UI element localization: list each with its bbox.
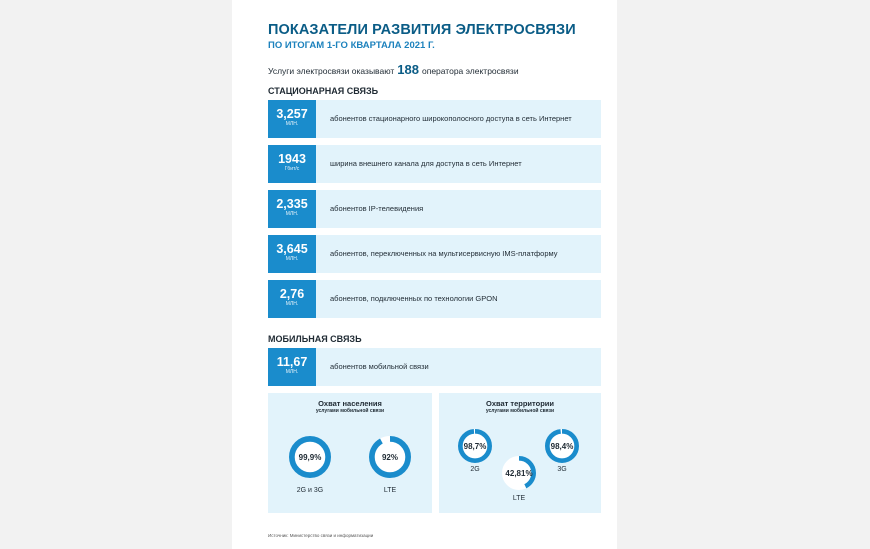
coverage-ring	[544, 428, 580, 464]
stat-description: ширина внешнего канала для доступа в сеть Интернет	[330, 159, 522, 168]
stat-unit: МЛН.	[285, 121, 299, 127]
page-subtitle: ПО ИТОГАМ 1-ГО КВАРТАЛА 2021 Г.	[268, 40, 435, 51]
fixed-stat-row	[268, 280, 601, 318]
stat-value: 11,67	[276, 355, 308, 369]
panel-title: Охват населения	[318, 399, 382, 408]
stat-description: абонентов, переключенных на мультисервисную IMS-платформу	[330, 249, 558, 258]
stat-badge	[268, 190, 316, 228]
coverage-ring	[368, 435, 412, 479]
stat-value: 1943	[278, 152, 306, 166]
coverage-ring	[457, 428, 493, 464]
ring-label: LTE	[512, 495, 526, 502]
fixed-stat-row	[268, 145, 601, 183]
territory-coverage-panel	[439, 393, 601, 513]
mobile-stat-row	[268, 348, 601, 386]
panel-subtitle: услугами мобильной связи	[315, 408, 385, 414]
fixed-stat-row	[268, 100, 601, 138]
stat-unit: МЛН.	[285, 369, 299, 375]
population-coverage-panel	[268, 393, 432, 513]
ring-value: 99,9%	[298, 452, 322, 462]
fixed-stat-row	[268, 235, 601, 273]
fixed-section-heading: СТАЦИОНАРНАЯ СВЯЗЬ	[268, 86, 379, 96]
panel-title: Охват территории	[485, 399, 555, 408]
coverage-ring	[501, 455, 537, 491]
stat-description: абонентов стационарного широкополосного доступа в сеть Интернет	[330, 114, 572, 123]
stat-unit: МЛН.	[285, 301, 299, 307]
stat-badge	[268, 280, 316, 318]
coverage-ring	[288, 435, 332, 479]
stat-unit: Гбит/с	[284, 166, 300, 172]
stat-value: 3,645	[276, 242, 308, 256]
operators-summary	[268, 62, 519, 77]
stat-badge	[268, 235, 316, 273]
stat-badge	[268, 145, 316, 183]
operators-count: 188	[397, 62, 419, 77]
summary-suffix: оператора электросвязи	[421, 66, 519, 76]
mobile-section-heading: МОБИЛЬНАЯ СВЯЗЬ	[268, 334, 362, 344]
ring-value: 42,81%	[505, 468, 533, 478]
stat-badge	[268, 348, 316, 386]
stat-unit: МЛН.	[285, 256, 299, 262]
ring-value: 98,7%	[463, 441, 487, 451]
stat-description: абонентов IP-телевидения	[330, 204, 424, 213]
stat-value: 2,335	[276, 197, 308, 211]
source-note: Источник: Министерство связи и информатизации	[268, 533, 374, 538]
stat-badge	[268, 100, 316, 138]
stat-unit: МЛН.	[285, 211, 299, 217]
ring-label: 2G	[470, 466, 480, 473]
ring-value: 92%	[381, 452, 398, 462]
fixed-stat-row	[268, 190, 601, 228]
stat-description: абонентов мобильной связи	[330, 362, 429, 371]
stat-value: 2,76	[279, 287, 305, 301]
ring-value: 98,4%	[550, 441, 574, 451]
stat-description: абонентов, подключенных по технологии GPON	[330, 294, 498, 303]
page-title: ПОКАЗАТЕЛИ РАЗВИТИЯ ЭЛЕКТРОСВЯЗИ	[268, 22, 576, 38]
ring-label: LTE	[383, 487, 397, 494]
stat-value: 3,257	[276, 107, 308, 121]
summary-prefix: Услуги электросвязи оказывают	[268, 66, 395, 76]
ring-label: 3G	[557, 466, 567, 473]
panel-subtitle: услугами мобильной связи	[485, 408, 555, 414]
ring-label: 2G и 3G	[296, 487, 324, 494]
